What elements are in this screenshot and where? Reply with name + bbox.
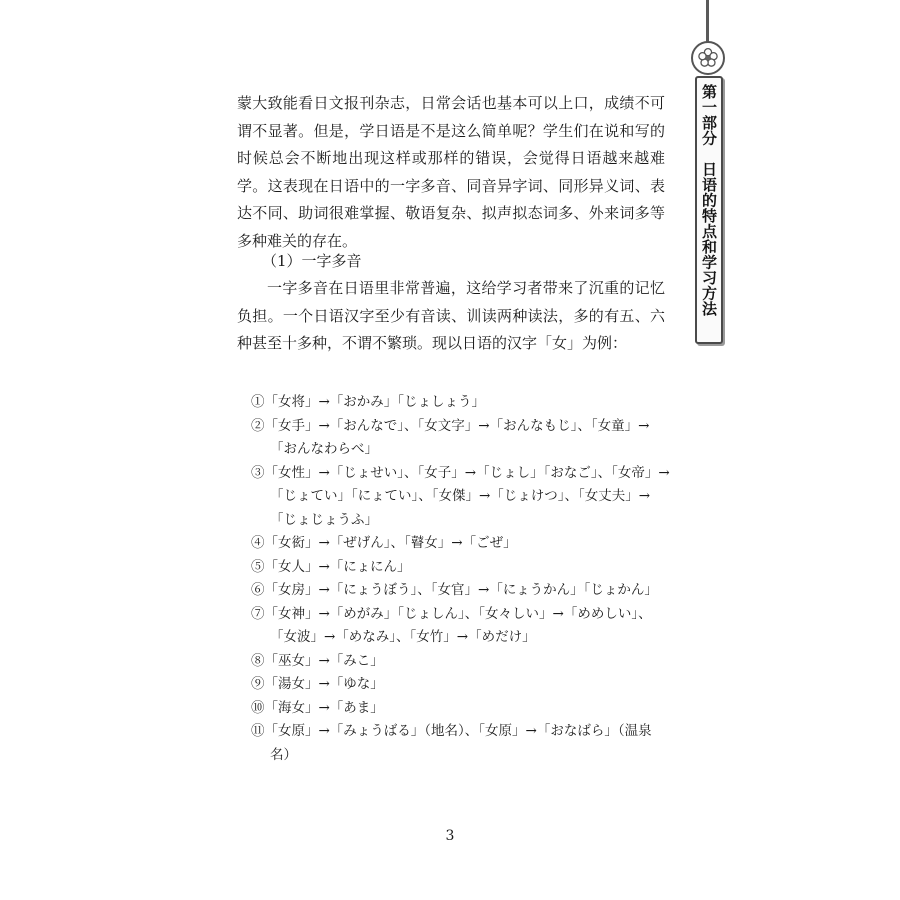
example-item: ③「女性」→「じょせい」、「女子」→「じょし」「おなご」、「女帝」→「じょてい」「にょてい」、「女傑」→「じょけつ」、「女丈夫」→「じょじょうふ」 [251,464,670,528]
example-item: ⑤「女人」→「にょにん」 [251,558,411,575]
body-paragraph-2: 一字多音在日语里非常普遍，这给学习者带来了沉重的记忆负担。一个日语汉字至少有音读、训读两种读法，多的有五、六种甚至十多种，不谓不繁琐。现以日语的汉字「女」为例： [237,279,665,352]
example-list [251,391,671,767]
body-paragraph-1: 蒙大致能看日文报刊杂志，日常会话也基本可以上口，成绩不可谓不显著。但是，学日语是不是这么简单呢？学生们在说和写的时候总会不断地出现这样或那样的错误，会觉得日语越来越难学。这表现在日语中的一字多音、同音异字词、同形异义词、表达不同、助词很难掌握、敬语复杂、拟声拟态词多、外来词多等多种难关的存在。 [237,94,665,250]
example-item: ⑦「女神」→「めがみ」「じょしん」、「女々しい」→「めめしい」、「女波」→「めなみ」、「女竹」→「めだけ」 [251,605,652,645]
section-heading: （1）一字多音 [262,252,362,270]
side-chapter-title: 第一部分 日语的特点和学习方法 [700,84,718,317]
example-item: ⑪「女原」→「みょうばる」（地名）、「女原」→「おなばら」（温泉名） [251,723,652,763]
example-item: ⑥「女房」→「にょうぼう」、「女官」→「にょうかん」「じょかん」 [251,582,658,598]
side-tab-string [706,0,709,44]
example-item: ⑨「湯女」→「ゆな」 [251,676,384,692]
side-chapter-tab [695,76,723,344]
flower-icon [691,41,725,75]
example-item: ①「女将」→「おかみ」「じょしょう」 [251,394,486,410]
page-number: 3 [445,828,455,844]
example-item: ④「女衒」→「ぜげん」、「瞽女」→「ごぜ」 [251,535,517,551]
example-item: ⑧「巫女」→「みこ」 [251,652,384,669]
example-item: ⑩「海女」→「あま」 [251,699,384,716]
example-item: ②「女手」→「おんなで」、「女文字」→「おんなもじ」、「女童」→「おんなわらべ」 [251,417,650,457]
